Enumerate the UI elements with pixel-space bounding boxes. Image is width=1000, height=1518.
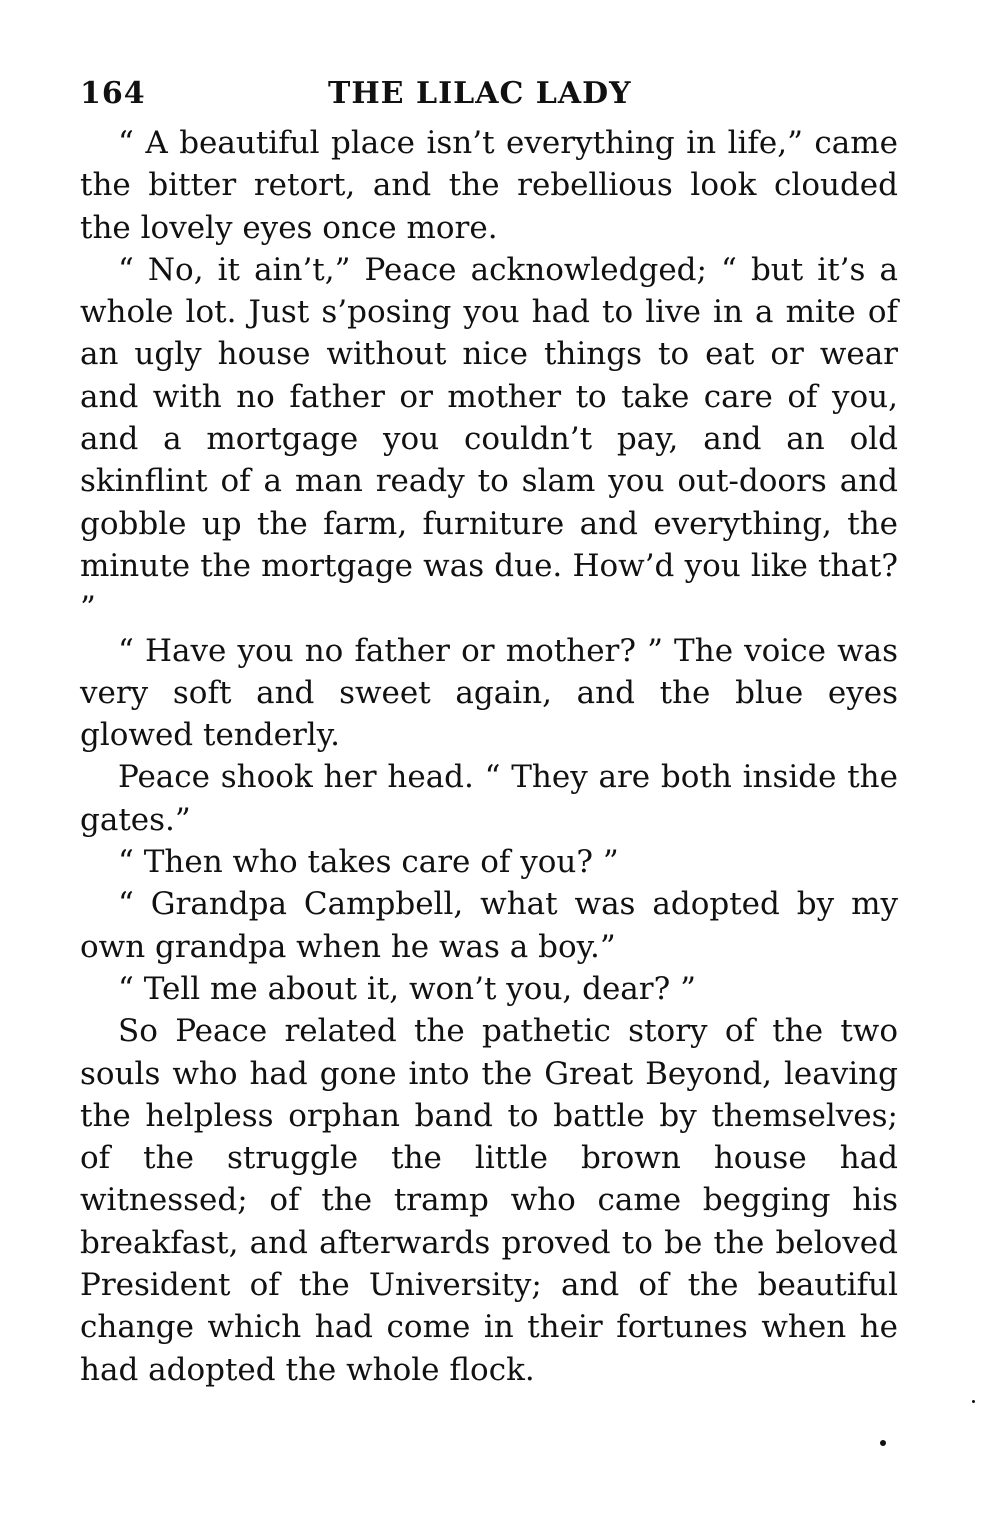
- running-title: THE LILAC LADY: [328, 76, 632, 111]
- book-page: [80, 70, 898, 1391]
- ink-speck: [880, 1440, 886, 1446]
- ink-speck: [972, 1400, 975, 1403]
- paragraph: “ Tell me about it, won’t you, dear? ”: [118, 970, 696, 1007]
- page-number: 164: [80, 76, 146, 111]
- body-text: [80, 122, 898, 1391]
- paragraph: “ Then who takes care of you? ”: [118, 844, 619, 881]
- page-header: [80, 70, 898, 122]
- paragraph: So Peace related the pathetic story of the two souls who had gone into the Great Beyond, leaving the helpless orphan band to battle by themselves; of the struggle the little brown house had witnessed; of the tramp who came begging his breakfast, and afterwards proved to be the beloved President of the University; and of the beautiful change which had come in their fortunes when he had adopted the whole flock.: [80, 1013, 898, 1388]
- paragraph: “ Have you no father or mother? ” The voice was very soft and sweet again, and the blue eyes glowed tenderly.: [80, 632, 898, 754]
- paragraph: “ Grandpa Campbell, what was adopted by my own grandpa when he was a boy.”: [80, 886, 898, 965]
- paragraph: “ No, it ain’t,” Peace acknowledged; “ but it’s a whole lot. Just s’posing you had to live in a mite of an ugly house without nice things to eat or wear and with no father or mother to take care of you, and a mortgage you couldn’t pay, and an old skinflint of a man ready to slam you out-doors and gobble up the farm, furniture and everything, the minute the mortgage was due. How’d you like that? ”: [80, 251, 898, 627]
- paragraph: “ A beautiful place isn’t everything in life,” came the bitter retort, and the rebellious look clouded the lovely eyes once more.: [80, 125, 898, 246]
- paragraph: Peace shook her head. “ They are both inside the gates.”: [80, 759, 898, 838]
